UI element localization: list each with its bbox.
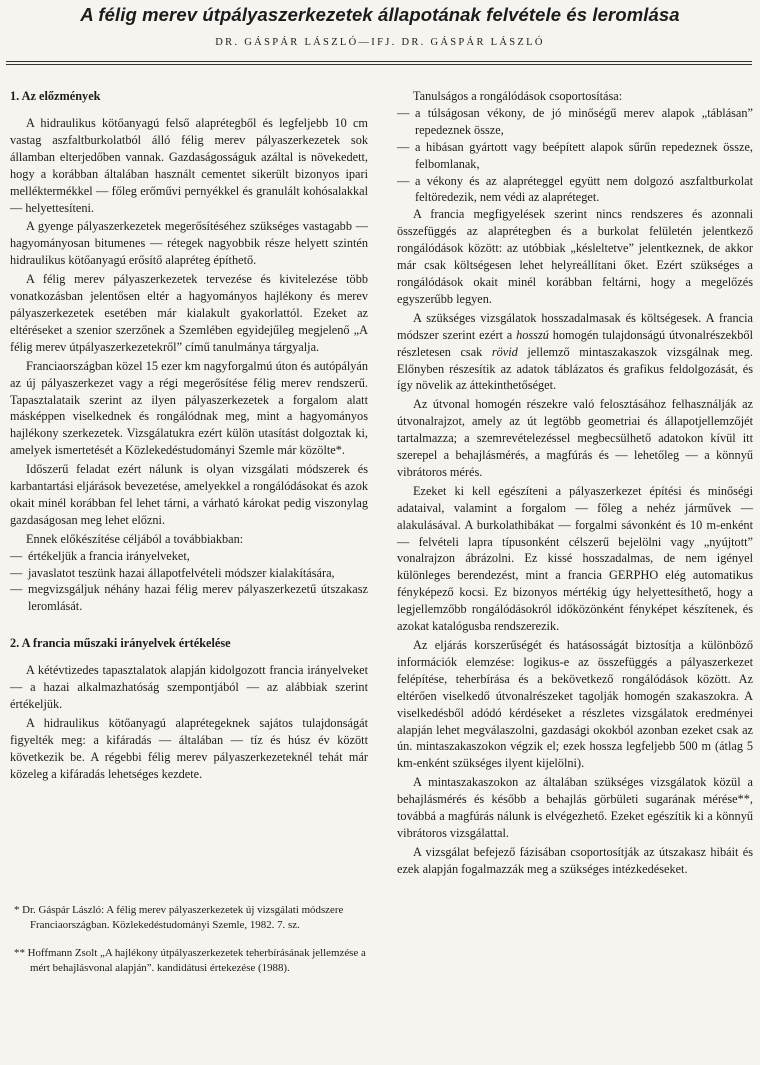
paragraph: Ennek előkészítése céljából a továbbiakban: [26, 531, 244, 546]
section-heading-2: 2. A francia műszaki irányelvek értékelése [10, 636, 231, 651]
article-title: A félig merev útpályaszerkezetek állapotának felvétele és leromlása [80, 4, 680, 25]
emphasis: hosszú [516, 327, 549, 342]
dash-bullet: — [10, 565, 23, 580]
list-item: — megvizsgáljuk néhány hazai félig merev pályaszerkezetű útszakasz leromlását. [10, 582, 368, 614]
emphasis: rövid [491, 344, 518, 359]
list-item: — a hibásan gyártott vagy beépített alapok sűrűn repedeznek össze, felbomlanak, [397, 139, 753, 171]
paragraph: A hidraulikus kötőanyagú alaprétegeknek sajátos tulajdonságát figyelték meg: a kifáradás — általában — tíz és húsz év között következik be. A régebbi félig merev pályaszerkezeteknél tehát már közeleg a kifáradás lehetséges kezdete. [10, 716, 368, 781]
list-item: — javaslatot teszünk hazai állapotfelvételi módszer kialakítására, [10, 565, 335, 580]
dash-bullet: — [10, 548, 23, 563]
aims-list [10, 548, 368, 616]
footnotes [14, 903, 370, 975]
paragraph: A gyenge pályaszerkezetek megerősítéséhez szükséges vastagabb — hagyományosan bitumenes — rétegek nagyobbik része helyett szintén hidraulikus kötőanyagú erősítő alapréteg építhető. [10, 219, 368, 268]
paragraph: Időszerű feladat ezért nálunk is olyan vizsgálati módszerek és karbantartási eljárások bevezetése, amelyekkel a rongálódásokat és azok okait minél korábban fel lehet tárni, a várható károkat pedig viszonylag gazdaságosan meg lehet előzni. [10, 462, 368, 527]
header-rule-top [6, 61, 752, 62]
paragraph: Franciaországban közel 15 ezer km nagyforgalmú úton és autópályán az új pályaszerkezet vagy a régi megerősítése félig merev rendszerű. Tapasztalataik szerint az ilyen pályaszerkezetek a forgalom alatt másképpen viselkednek és rongálódnak meg, mint a hagyományos hajlékony szerkezetek. Vizsgálatukra ezért külön utasítást dolgoztak ki, amelyek ismertetését a Közlekedéstudományi Szemle már közölte*. [10, 358, 368, 458]
paragraph: A hidraulikus kötőanyagú felső alaprétegből és legfeljebb 10 cm vastag aszfaltburkolatból álló félig merev pályaszerkezetek sok államban elterjedőben vannak. Gazdaságosságuk azáltal is növekedett, hogy a korábban általában használt cementet sikerült bizonyos ipari melléktermékkel — főleg erőművi pernyékkel és granulált kohósalakkal — helyettesíteni. [10, 116, 368, 215]
left-column [10, 88, 368, 783]
dash-bullet: — [397, 139, 410, 154]
dash-bullet: — [397, 105, 410, 120]
section-heading-1: 1. Az előzmények [10, 89, 101, 103]
paragraph: Az eljárás korszerűségét és hatásosságát biztosítja a különböző információk elemzése: logikus-e az összefüggés a pályaszerkezet felépítése, teherbírása és a bekövetkező rongálódások között. Az eltérően viselkedő útvonalrészeket tagolják homogén szakaszokra. A viselkedésből adódó kérdéseket a részletes vizsgálatok eredményei alapján lehet megválaszolni, gazdasági okokból azonban ezeket csak az ún. mintaszakaszokon végzik el; ezek hossza legfeljebb 500 m (átlag 5 km-enként szükséges ilyent kijelölni). [397, 638, 753, 771]
header-rule-bottom [6, 64, 752, 65]
paragraph: A francia megfigyelések szerint nincs rendszeres és azonnali összefüggés az alaprétegben és a burkolat felületén jelentkező rongálódások között: az utóbbiak „késleltetve” jelentkeznek, de akkor már csak költségesen lehet helyreállítani őket. Ezért szükséges a rongálódások okait minél korábban feltárni, hogy a megelőzés egyszerűbb legyen. [397, 207, 753, 306]
paragraph: Tanulságos a rongálódások csoportosítása: [413, 89, 623, 103]
paragraph: Ezeket ki kell egészíteni a pályaszerkezet építési és minőségi adataival, valamint a forgalom — főleg a nehéz járművek — alakulásával. A burkolathibákat — forgalmi sávonként és 10 m-enként — felvételi lapra típusonként célszerű bejelölni vagy „nyújtott” vonalrajzon ábrázolni. Ez kissé hosszadalmas, de nem igényel különleges berendezést, mint a francia GERPHO elég automatikus fényképező kocsi. Ez bizonyos mértékig úgy helyettesíthető, hogy a legjellemzőbb rongálódásokról időközönként fényképet készítenek, és azokat katalógusba rendszerezik. [397, 483, 753, 634]
paragraph: A kétévtizedes tapasztalatok alapján kidolgozott francia irányelveket — a hazai alkalmazhatóság szempontjából — az alábbiak szerint értékeljük. [10, 663, 368, 712]
right-column [397, 88, 753, 878]
paragraph: Az útvonal homogén részekre való felosztásához felhasználják az útvonalrajzot, amely az út legtöbb geometriai és állapotjellemzőjét tartalmazza; a szemrevételezéssel megbecsülhető adatokon kívül itt szerepel a behajlásmérés, a magfúrás és — lehetőleg — a könnyű vibrátoros mérés. [397, 397, 753, 479]
dash-bullet: — [10, 582, 23, 597]
damage-types-list [397, 105, 753, 206]
footnote-2: ** Hoffmann Zsolt „A hajlékony útpályaszerkezetek teherbírásának jellemzése a mért behajlásvonal alapján”. kandidátusi értekezése (1988). [14, 947, 366, 974]
dash-bullet: — [397, 173, 410, 188]
article-authors: DR. GÁSPÁR LÁSZLÓ—IFJ. DR. GÁSPÁR LÁSZLÓ [215, 37, 545, 48]
list-item: — a túlságosan vékony, de jó minőségű merev alapok „táblásan” repedeznek össze, [397, 105, 753, 137]
paragraph: A mintaszakaszokon az általában szükséges vizsgálatok közül a behajlásmérés és később a behajlás görbületi sugarának mérése**, továbbá a magfúrás nálunk is elvégezhető. Ezeket egészítik ki a könnyű vibrátoros vizsgálattal. [397, 775, 753, 840]
paragraph: A vizsgálat befejező fázisában csoportosítják az útszakasz hibáit és ezek alapján fogalmazzák meg a szükséges intézkedéseket. [397, 844, 753, 876]
list-item: — értékeljük a francia irányelveket, [10, 548, 190, 563]
paragraph: A félig merev pályaszerkezetek tervezése és kivitelezése több vonatkozásban jelentősen eltér a hagyományos hajlékony és merev pályaszerkezetek esetében már kialakult gyakorlattól. Ezeket az eltéréseket a szenior szerzőnek a Szemlében egyidejűleg megjelenő „A félig merev útpályaszerkezetekről” című tanulmánya tárgyalja. [10, 272, 368, 354]
paragraph: A szükséges vizsgálatok hosszadalmasak és költségesek. A francia módszer szerint ezért a hosszú homogén tulajdonságú útvonalrészekből részletesen csak rövid jellemző mintaszakaszok vizsgálnak meg. Előnyben részesítik az adatok táblázatos és grafikus feldolgozását, és így növelik az áttekinthetőséget. [397, 310, 753, 393]
footnote-1: * Dr. Gáspár László: A félig merev pályaszerkezetek új vizsgálati módszere Franciaországban. Közlekedéstudományi Szemle, 1982. 7. sz. [14, 904, 344, 931]
list-item: — a vékony és az alapréteggel együtt nem dolgozó aszfaltburkolat feltöredezik, nem védi az alapréteget. [397, 173, 753, 205]
